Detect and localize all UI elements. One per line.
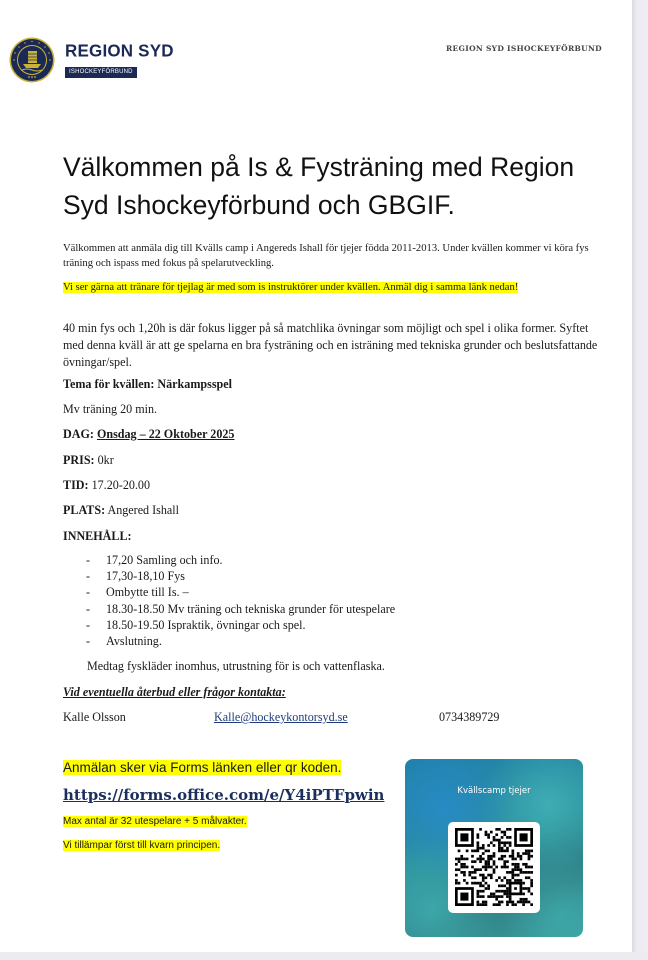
list-item: - 18.30-18.50 Mv träning och tekniska grunder för utespelare bbox=[86, 601, 396, 616]
viewer-right-margin bbox=[632, 0, 648, 960]
price-label: PRIS: bbox=[63, 453, 95, 467]
day-label: DAG: bbox=[63, 427, 94, 441]
logo-title: REGION SYD bbox=[65, 40, 174, 61]
day-value: Onsdag – 22 Oktober 2025 bbox=[96, 427, 235, 441]
contact-phone: 0734389729 bbox=[439, 710, 500, 724]
qr-card-title: Kvällscamp tjejer bbox=[457, 786, 531, 796]
forms-signup-link[interactable]: https://forms.office.com/e/Y4iPTFpwin bbox=[63, 786, 385, 804]
goalie-training-line: Mv träning 20 min. bbox=[63, 402, 158, 416]
theme-line: Tema för kvällen: Närkampsspel bbox=[63, 377, 232, 391]
contact-name: Kalle Olsson bbox=[63, 710, 126, 724]
contents-heading: INNEHÅLL: bbox=[63, 529, 132, 543]
place-line bbox=[63, 502, 179, 518]
contact-heading: Vid eventuella återbud eller frågor kontakta: bbox=[63, 685, 286, 699]
signup-instruction: Anmälan sker via Forms länken eller qr koden. bbox=[63, 760, 342, 775]
time-value: 17.20-20.00 bbox=[91, 478, 151, 492]
first-come-note: Vi tillämpar först till kvarn principen. bbox=[63, 840, 221, 851]
viewer-bottom-margin bbox=[0, 952, 648, 960]
schedule-list bbox=[86, 552, 395, 649]
time-label: TID: bbox=[63, 478, 89, 492]
list-item: - 17,30-18,10 Fys bbox=[86, 569, 185, 584]
place-label: PLATS: bbox=[63, 503, 106, 517]
day-line bbox=[63, 426, 234, 442]
contact-email-link[interactable]: Kalle@hockeykontorsyd.se bbox=[214, 710, 348, 724]
list-item: - Ombytte till Is. – bbox=[86, 585, 189, 600]
logo-subtitle: ISHOCKEYFÖRBUND bbox=[65, 67, 137, 78]
qr-code-card bbox=[405, 759, 583, 937]
list-item: - 17,20 Samling och info. bbox=[86, 553, 223, 567]
header-organization-name: REGION SYD ISHOCKEYFÖRBUND bbox=[446, 44, 602, 53]
body-paragraph: 40 min fys och 1,20h is där fokus ligger på så matchlika övningar som möjligt och spel i olika former. Syftet med denna kväll är att ge spelarna en bra fysträning och en isträning med tekniska grunder och beslutsfattande övningar/spel. bbox=[63, 321, 598, 369]
place-value: Angered Ishall bbox=[107, 503, 179, 517]
logo-wordmark bbox=[65, 41, 174, 78]
max-participants-note: Max antal är 32 utespelare + 5 målvakter. bbox=[63, 816, 247, 827]
price-value: 0kr bbox=[97, 453, 114, 467]
list-item: - 18.50-19.50 Ispraktik, övningar och spel. bbox=[86, 617, 306, 632]
region-syd-emblem-logo bbox=[9, 37, 55, 83]
time-line bbox=[63, 477, 150, 493]
intro-paragraph: Välkommen att anmäla dig till Kvälls camp i Angereds Ishall för tjejer födda 2011-2013. Under kvällen kommer vi köra fys träning och ispass med fokus på spelarutveckling. bbox=[63, 243, 589, 269]
trainer-note-paragraph bbox=[63, 280, 603, 295]
page-title: Välkommen på Is & Fysträning med Region Syd Ishockeyförbund och GBGIF. bbox=[63, 152, 575, 220]
qr-code-icon bbox=[455, 828, 533, 906]
price-line bbox=[63, 452, 114, 468]
list-item: - Avslutning. bbox=[86, 634, 162, 649]
trainer-note-highlight: Vi ser gärna att tränare för tjejlag är med som is instruktörer under kvällen. Anmäl dig i samma länk nedan! bbox=[63, 282, 519, 293]
bring-items-line: Medtag fyskläder inomhus, utrustning för is och vattenflaska. bbox=[87, 659, 385, 673]
qr-code[interactable] bbox=[448, 822, 540, 913]
